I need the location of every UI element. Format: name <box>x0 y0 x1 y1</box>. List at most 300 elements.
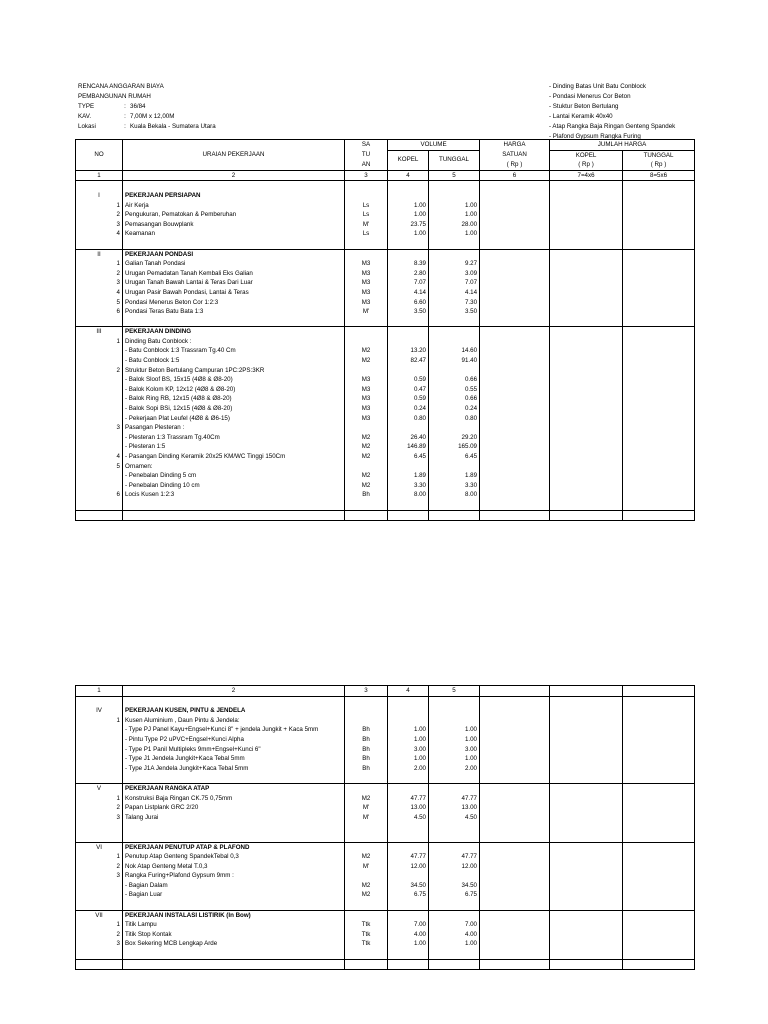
cell-uraian: PEKERJAAN KUSEN, PINTU & JENDELA <box>123 706 345 716</box>
cell-jumlah-kopel <box>550 317 623 327</box>
cell-harga <box>480 881 550 891</box>
cell-tunggal <box>429 832 480 842</box>
cell-uraian: Urugan Tanah Bawah Lantai & Teras Dari Luar <box>123 278 345 288</box>
cell-jumlah-tunggal <box>623 832 695 842</box>
cell-no <box>76 317 123 327</box>
cell-jumlah-tunggal <box>623 794 695 804</box>
cell-satuan: M3 <box>345 278 388 288</box>
cell-no: 5 <box>76 298 123 308</box>
table-row <box>76 278 695 288</box>
cell-jumlah-kopel <box>550 900 623 910</box>
cell-kopel <box>388 239 429 249</box>
cell-no: 4 <box>76 288 123 298</box>
cell-uraian: Ornamen: <box>123 462 345 472</box>
cell-jumlah-tunggal <box>623 181 695 191</box>
col-number: 7=4x6 <box>550 170 623 181</box>
cell-tunggal: 165.09 <box>429 442 480 452</box>
cell-tunggal <box>429 949 480 959</box>
cell-uraian: Pasangan Plesteran : <box>123 423 345 433</box>
col-jumlah-kopel: KOPEL <box>550 150 623 160</box>
cell-harga <box>480 725 550 735</box>
col-number: 8=5x6 <box>623 170 695 181</box>
cell-kopel: 82.47 <box>388 356 429 366</box>
cell-jumlah-kopel <box>550 423 623 433</box>
cell-harga <box>480 764 550 774</box>
cell-tunggal <box>429 959 480 970</box>
cell-satuan: Ttk <box>345 939 388 949</box>
cell-harga <box>480 783 550 793</box>
cell-jumlah-tunggal <box>623 414 695 424</box>
cell-kopel <box>388 696 429 706</box>
cell-jumlah-kopel <box>550 239 623 249</box>
cell-satuan <box>345 181 388 191</box>
cell-no: 2 <box>76 930 123 940</box>
col-satuan: SA <box>345 140 388 151</box>
cell-harga <box>480 930 550 940</box>
cell-kopel: 2.80 <box>388 269 429 279</box>
cell-no: III <box>76 327 123 337</box>
cell-jumlah-tunggal <box>623 706 695 716</box>
cell-tunggal <box>429 239 480 249</box>
cell-kopel: 8.00 <box>388 490 429 500</box>
cell-no: 3 <box>76 871 123 881</box>
cell-uraian <box>123 181 345 191</box>
col-number: 3 <box>345 686 388 697</box>
cell-tunggal: 4.14 <box>429 288 480 298</box>
table-row <box>76 229 695 239</box>
cell-satuan: Bh <box>345 754 388 764</box>
cell-tunggal: 0.55 <box>429 385 480 395</box>
cell-jumlah-kopel <box>550 433 623 443</box>
cell-no <box>76 414 123 424</box>
col-number: 6 <box>480 170 550 181</box>
cell-tunggal <box>429 181 480 191</box>
cell-jumlah-kopel <box>550 910 623 920</box>
cell-jumlah-tunggal <box>623 510 695 521</box>
table-row <box>76 852 695 862</box>
cell-kopel <box>388 462 429 472</box>
cell-jumlah-kopel <box>550 735 623 745</box>
cell-satuan <box>345 842 388 852</box>
cell-harga <box>480 394 550 404</box>
cell-satuan: M' <box>345 220 388 230</box>
cell-jumlah-tunggal <box>623 881 695 891</box>
cell-jumlah-tunggal <box>623 822 695 832</box>
table-row <box>76 317 695 327</box>
cell-tunggal <box>429 900 480 910</box>
cell-tunggal <box>429 706 480 716</box>
cell-jumlah-kopel <box>550 288 623 298</box>
table-row <box>76 307 695 317</box>
spec-note: - Stuktur Beton Bertulang <box>549 103 619 110</box>
cell-kopel: 13.20 <box>388 346 429 356</box>
cell-harga <box>480 471 550 481</box>
cell-satuan: Bh <box>345 735 388 745</box>
cell-harga <box>480 696 550 706</box>
cell-satuan <box>345 337 388 347</box>
cell-harga <box>480 490 550 500</box>
cell-jumlah-tunggal <box>623 375 695 385</box>
cell-kopel: 1.00 <box>388 210 429 220</box>
table-row <box>76 423 695 433</box>
field-key: Lokasi <box>78 123 96 130</box>
cell-tunggal: 4.50 <box>429 813 480 823</box>
cell-no: 1 <box>76 201 123 211</box>
table-row <box>76 356 695 366</box>
cell-uraian <box>123 773 345 783</box>
cell-satuan <box>345 696 388 706</box>
cell-satuan <box>345 783 388 793</box>
cell-jumlah-kopel <box>550 471 623 481</box>
table-row <box>76 949 695 959</box>
cell-harga <box>480 366 550 376</box>
cell-uraian: - Plesteran 1:3 Trassram Tg.40Cm <box>123 433 345 443</box>
cell-kopel: 1.89 <box>388 471 429 481</box>
cell-no: 2 <box>76 269 123 279</box>
field-value: Kuala Bekala - Sumatera Utara <box>130 123 216 130</box>
cell-satuan: M2 <box>345 890 388 900</box>
cell-kopel: 1.00 <box>388 201 429 211</box>
cell-satuan: M2 <box>345 794 388 804</box>
cell-jumlah-tunggal <box>623 764 695 774</box>
cell-jumlah-tunggal <box>623 307 695 317</box>
cell-uraian: - Pasangan Dinding Keramik 20x25 KM/WC Tinggi 150Cm <box>123 452 345 462</box>
cell-satuan <box>345 500 388 510</box>
cell-kopel <box>388 900 429 910</box>
cell-tunggal: 0.80 <box>429 414 480 424</box>
cell-satuan <box>345 249 388 259</box>
cell-tunggal: 3.09 <box>429 269 480 279</box>
cell-jumlah-kopel <box>550 327 623 337</box>
field-kav <box>78 112 216 122</box>
cell-no <box>76 356 123 366</box>
spec-notes <box>549 82 675 142</box>
table-row <box>76 220 695 230</box>
cell-jumlah-tunggal <box>623 346 695 356</box>
table-row <box>76 510 695 521</box>
cell-satuan: M2 <box>345 481 388 491</box>
cell-harga <box>480 452 550 462</box>
cell-harga <box>480 735 550 745</box>
cell-no: II <box>76 249 123 259</box>
cell-satuan: Ttk <box>345 920 388 930</box>
field-value: 36/84 <box>130 103 146 110</box>
cell-harga <box>480 181 550 191</box>
cell-jumlah-tunggal <box>623 288 695 298</box>
cell-jumlah-tunggal <box>623 745 695 755</box>
cell-tunggal: 0.66 <box>429 394 480 404</box>
cell-harga <box>480 239 550 249</box>
cell-jumlah-tunggal <box>623 269 695 279</box>
table-row <box>76 452 695 462</box>
col-number-empty <box>550 686 623 697</box>
cell-kopel <box>388 510 429 521</box>
cell-harga <box>480 862 550 872</box>
cell-no: 5 <box>76 462 123 472</box>
cell-jumlah-kopel <box>550 783 623 793</box>
table-row <box>76 803 695 813</box>
cell-tunggal: 13.00 <box>429 803 480 813</box>
col-number-empty <box>480 686 550 697</box>
cell-no: I <box>76 191 123 201</box>
cell-jumlah-tunggal <box>623 500 695 510</box>
cell-jumlah-tunggal <box>623 423 695 433</box>
cell-satuan: Ttk <box>345 930 388 940</box>
cell-satuan <box>345 832 388 842</box>
cell-tunggal <box>429 327 480 337</box>
cell-jumlah-tunggal <box>623 949 695 959</box>
cell-harga <box>480 900 550 910</box>
cell-kopel: 3.50 <box>388 307 429 317</box>
cell-uraian: - Batu Conblock 1:5 <box>123 356 345 366</box>
section-row <box>76 191 695 201</box>
cell-jumlah-kopel <box>550 442 623 452</box>
cell-jumlah-tunggal <box>623 394 695 404</box>
cell-jumlah-kopel <box>550 385 623 395</box>
section-row <box>76 706 695 716</box>
cell-kopel: 3.30 <box>388 481 429 491</box>
table-row <box>76 716 695 726</box>
cell-satuan <box>345 910 388 920</box>
cell-tunggal: 47.77 <box>429 852 480 862</box>
cell-no: 2 <box>76 862 123 872</box>
cell-jumlah-tunggal <box>623 813 695 823</box>
cell-harga <box>480 249 550 259</box>
cell-kopel: 4.14 <box>388 288 429 298</box>
cell-satuan: Ls <box>345 229 388 239</box>
cell-jumlah-kopel <box>550 842 623 852</box>
cell-jumlah-kopel <box>550 249 623 259</box>
cell-harga <box>480 404 550 414</box>
cell-no <box>76 442 123 452</box>
cell-uraian <box>123 510 345 521</box>
table-body <box>76 181 695 521</box>
cell-satuan: Ls <box>345 210 388 220</box>
cell-uraian: - Pekerjaan Plat Leufel (4Ø8 & Ø6-15) <box>123 414 345 424</box>
table-row <box>76 939 695 949</box>
col-harga: HARGA <box>480 140 550 151</box>
cell-jumlah-kopel <box>550 832 623 842</box>
cell-harga <box>480 773 550 783</box>
cell-no <box>76 735 123 745</box>
cell-no <box>76 239 123 249</box>
cell-uraian <box>123 317 345 327</box>
cell-kopel <box>388 249 429 259</box>
cell-harga <box>480 327 550 337</box>
cell-uraian: Dinding Batu Conblock : <box>123 337 345 347</box>
cell-uraian: Penutup Atap Genteng SpandekTebal 0,3 <box>123 852 345 862</box>
cell-uraian: Struktur Beton Bertulang Campuran 1PC:2PS:3KR <box>123 366 345 376</box>
field-key: TYPE <box>78 103 95 110</box>
cell-kopel: 6.60 <box>388 298 429 308</box>
cell-jumlah-kopel <box>550 716 623 726</box>
cell-harga <box>480 920 550 930</box>
cell-uraian: Talang Jurai <box>123 813 345 823</box>
cell-harga <box>480 745 550 755</box>
cell-harga <box>480 949 550 959</box>
field-colon: : <box>124 113 126 120</box>
cell-harga <box>480 288 550 298</box>
col-number: 3 <box>345 170 388 181</box>
col-number: 4 <box>388 170 429 181</box>
cell-jumlah-kopel <box>550 278 623 288</box>
cell-kopel: 47.77 <box>388 852 429 862</box>
cell-kopel: 4.50 <box>388 813 429 823</box>
cell-uraian <box>123 822 345 832</box>
cell-jumlah-kopel <box>550 794 623 804</box>
col-number: 1 <box>76 170 123 181</box>
section-row <box>76 910 695 920</box>
cell-harga <box>480 500 550 510</box>
cell-tunggal: 12.00 <box>429 862 480 872</box>
cell-jumlah-tunggal <box>623 191 695 201</box>
cell-no <box>76 959 123 970</box>
cell-satuan: M2 <box>345 852 388 862</box>
cell-no: 2 <box>76 803 123 813</box>
cell-jumlah-kopel <box>550 813 623 823</box>
cell-satuan <box>345 239 388 249</box>
cell-jumlah-tunggal <box>623 490 695 500</box>
cell-jumlah-kopel <box>550 862 623 872</box>
cell-satuan <box>345 366 388 376</box>
cell-tunggal: 7.30 <box>429 298 480 308</box>
cell-jumlah-kopel <box>550 959 623 970</box>
cell-tunggal: 3.30 <box>429 481 480 491</box>
cell-tunggal <box>429 510 480 521</box>
table-row <box>76 764 695 774</box>
cell-uraian: - Type J1 Jendela Jungkit+Kaca Tebal 5mm <box>123 754 345 764</box>
cell-uraian: Pondasi Menerus Beton Cor 1:2:3 <box>123 298 345 308</box>
cell-no <box>76 385 123 395</box>
col-jumlah-rp: ( Rp ) <box>550 160 623 170</box>
cell-kopel: 1.00 <box>388 229 429 239</box>
table-row <box>76 298 695 308</box>
col-no: NO <box>76 140 123 171</box>
cell-satuan: M2 <box>345 433 388 443</box>
cell-uraian: Air Kerja <box>123 201 345 211</box>
cell-uraian: Urugan Pasir Bawah Pondasi, Lantai & Teras <box>123 288 345 298</box>
cell-kopel: 23.75 <box>388 220 429 230</box>
doc-title: RENCANA ANGGARAN BIAYA <box>78 83 164 90</box>
cell-no <box>76 890 123 900</box>
cell-satuan <box>345 949 388 959</box>
cell-jumlah-kopel <box>550 745 623 755</box>
cell-uraian: - Penebalan Dinding 10 cm <box>123 481 345 491</box>
cell-harga <box>480 385 550 395</box>
cell-satuan <box>345 462 388 472</box>
col-kopel: KOPEL <box>388 150 429 170</box>
cell-tunggal <box>429 696 480 706</box>
cell-jumlah-tunggal <box>623 862 695 872</box>
cell-tunggal <box>429 366 480 376</box>
table-row <box>76 471 695 481</box>
cell-tunggal <box>429 842 480 852</box>
spec-note: - Plafond Gypsum Rangka Furing <box>549 133 641 140</box>
cell-no: 6 <box>76 307 123 317</box>
cell-tunggal <box>429 500 480 510</box>
cell-jumlah-tunggal <box>623 404 695 414</box>
cell-jumlah-kopel <box>550 462 623 472</box>
cell-jumlah-tunggal <box>623 716 695 726</box>
cell-harga <box>480 462 550 472</box>
cell-tunggal: 14.60 <box>429 346 480 356</box>
table-row <box>76 181 695 191</box>
cell-tunggal <box>429 191 480 201</box>
cell-jumlah-kopel <box>550 298 623 308</box>
col-number: 4 <box>388 686 429 697</box>
cell-tunggal <box>429 871 480 881</box>
cell-satuan: M' <box>345 307 388 317</box>
cell-no: 4 <box>76 229 123 239</box>
cell-jumlah-kopel <box>550 725 623 735</box>
cell-jumlah-tunggal <box>623 783 695 793</box>
field-colon: : <box>124 123 126 130</box>
table-header <box>76 140 695 181</box>
cell-tunggal: 3.00 <box>429 745 480 755</box>
cell-uraian: PEKERJAAN INSTALASI LISTIRIK (In Bow) <box>123 910 345 920</box>
cell-satuan: M' <box>345 803 388 813</box>
cell-jumlah-tunggal <box>623 959 695 970</box>
cell-kopel: 47.77 <box>388 794 429 804</box>
cell-no <box>76 375 123 385</box>
cell-uraian: - Bagian Luar <box>123 890 345 900</box>
cell-no: 4 <box>76 452 123 462</box>
cell-jumlah-kopel <box>550 269 623 279</box>
cell-jumlah-kopel <box>550 764 623 774</box>
cell-harga <box>480 832 550 842</box>
cell-no: 2 <box>76 366 123 376</box>
table-row <box>76 696 695 706</box>
cell-tunggal: 1.00 <box>429 210 480 220</box>
cell-tunggal: 6.45 <box>429 452 480 462</box>
cell-jumlah-tunggal <box>623 773 695 783</box>
cell-satuan: Bh <box>345 725 388 735</box>
cell-kopel: 34.50 <box>388 881 429 891</box>
cell-satuan: M3 <box>345 375 388 385</box>
cell-satuan: M' <box>345 813 388 823</box>
cell-no: 1 <box>76 794 123 804</box>
cell-no <box>76 832 123 842</box>
cell-tunggal <box>429 317 480 327</box>
cell-harga <box>480 822 550 832</box>
cell-tunggal <box>429 783 480 793</box>
cell-kopel: 12.00 <box>388 862 429 872</box>
cell-tunggal: 0.24 <box>429 404 480 414</box>
cell-no: VI <box>76 842 123 852</box>
cell-satuan <box>345 191 388 201</box>
cell-no: 2 <box>76 210 123 220</box>
cell-harga <box>480 910 550 920</box>
cell-jumlah-tunggal <box>623 930 695 940</box>
cell-satuan: M3 <box>345 298 388 308</box>
col-jumlah: JUMLAH HARGA <box>550 140 695 151</box>
cell-jumlah-tunggal <box>623 890 695 900</box>
cell-tunggal: 29.20 <box>429 433 480 443</box>
cell-kopel <box>388 773 429 783</box>
cell-harga <box>480 803 550 813</box>
cell-tunggal <box>429 910 480 920</box>
cell-jumlah-kopel <box>550 307 623 317</box>
cell-kopel <box>388 317 429 327</box>
cell-jumlah-kopel <box>550 803 623 813</box>
section-row <box>76 783 695 793</box>
cell-satuan: M3 <box>345 269 388 279</box>
cell-harga <box>480 356 550 366</box>
table-row <box>76 725 695 735</box>
col-number-empty <box>623 686 695 697</box>
cell-kopel: 3.00 <box>388 745 429 755</box>
cell-harga <box>480 794 550 804</box>
